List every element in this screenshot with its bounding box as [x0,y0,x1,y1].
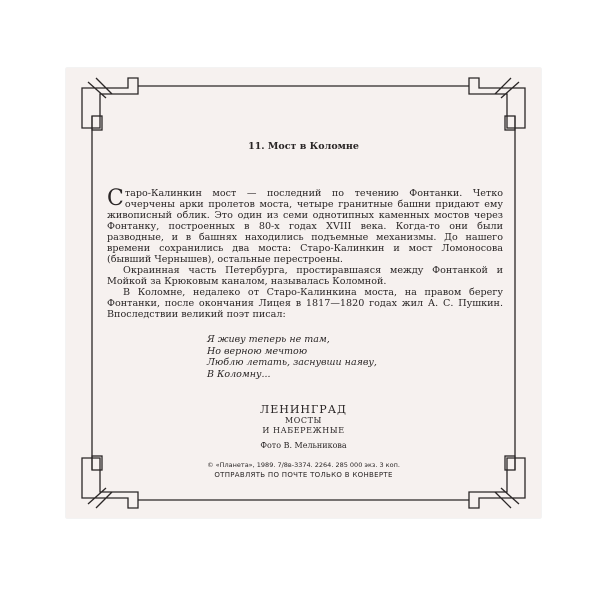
paragraph-2: Окраинная часть Петербурга, простиравшаяся между Фонтанкой и Мойкой за Крюковым каналом, называлась Коломной. [107,265,503,287]
dropcap-letter: С [107,186,124,211]
imprint-block [66,460,541,480]
publisher-line: © «Планета», 1989. 7/8в-3374. 2264. 285 000 экз. 3 коп. [207,461,400,469]
series-city: ЛЕНИНГРАД [260,403,347,416]
description-text [107,188,503,320]
poem-line: Но верною мечтою [207,345,308,357]
poem-line: Я живу теперь не там, [207,334,330,345]
poem-line: В Коломну... [207,368,271,380]
series-line-1: МОСТЫ [284,416,323,425]
photo-credit: Фото В. Мельникова [260,441,347,450]
paragraph-3: В Коломне, недалеко от Старо-Калинкина моста, на правом берегу Фонтанки, после окончания Лицея в 1817—1820 годах жил А. С. Пушкин. Впоследствии великий поэт писал: [107,287,503,320]
series-line-2: И НАБЕРЕЖНЫЕ [262,426,345,435]
poem-quote [207,334,377,380]
mail-notice: ОТПРАВЛЯТЬ ПО ПОЧТЕ ТОЛЬКО В КОНВЕРТЕ [214,471,393,479]
paragraph-1 [107,188,503,265]
series-block [66,403,541,450]
postcard-back [66,68,541,518]
card-title: 11. Мост в Коломне [248,141,359,152]
poem-line: Люблю летать, заснувши наяву, [207,357,377,368]
paragraph-1-text: таро-Калинкин мост — последний по течению Фонтанки. Четко очерчены арки пролетов моста, четыре гранитные башни придают ему живописный облик. Это один из семи однотипных каменных мостов через Фонтанку, построенных в 80-х годах XVIII века. Когда-то они были разводные, и в башнях находились подъемные механизмы. До нашего времени сохранились два моста: Старо-Калинкин и мост Ломоносова (бывший Чернышев), остальные перестроены. [107,188,503,265]
